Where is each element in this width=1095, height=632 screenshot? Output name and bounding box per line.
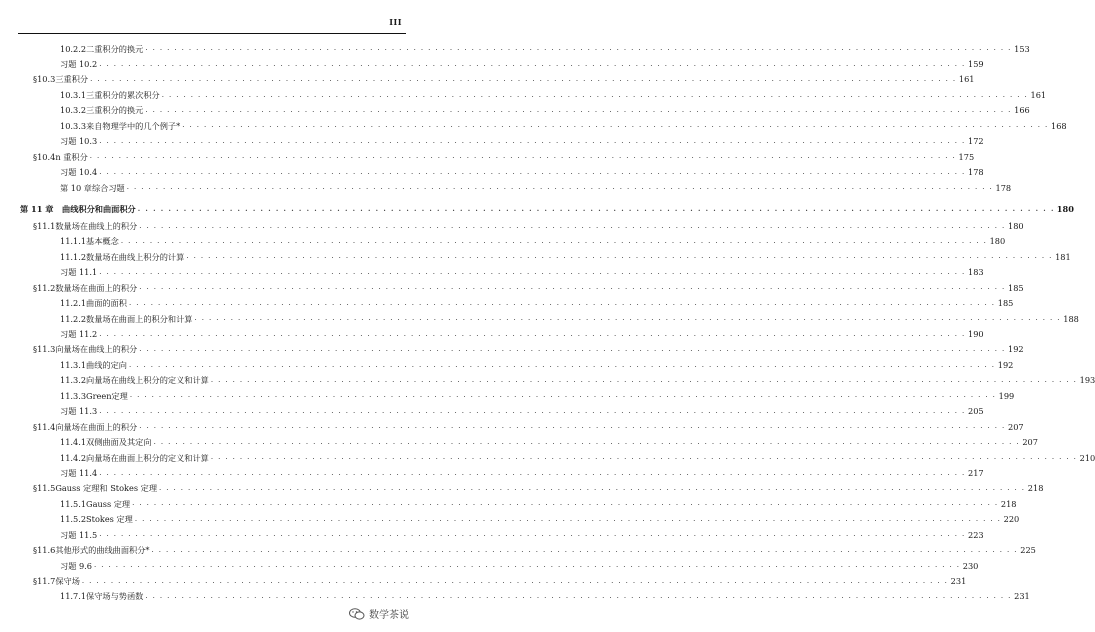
leader-dots: . . . . . . . . . . . . . . . . . . . . . . . . . . . . . . . . . . . . . . . . . . . . . . . . . . . . . . . . . . . . . . . . . . . . . . . . . . . . . . . . . . . . . . . . . . . . . . . . . . . . . . . . . . . . . . . . . . . . . . . . xyxy=(186,252,1053,261)
leader-dots: . . . . . . . . . . . . . . . . . . . . . . . . . . . . . . . . . . . . . . . . . . . . . . . . . . . . . . . . . . . . . . . . . . . . . . . . . . . . . . . . . . . . . . . . . . . . . . . . . . . . . . . . . . . . . . . . . . . . . . . . xyxy=(159,484,1026,493)
toc-entry-sub xyxy=(0,103,1030,118)
toc-entry-section xyxy=(0,573,967,588)
toc-entry-sub xyxy=(0,450,1095,465)
wechat-icon xyxy=(349,608,365,620)
toc-entry-page: 180 xyxy=(1056,203,1074,214)
toc-entry-number: 11.1.1 xyxy=(60,236,87,247)
toc-entry-number: §11.1 xyxy=(33,220,56,231)
toc-entry-page: 161 xyxy=(1030,89,1047,100)
toc-entry-section xyxy=(0,481,1044,496)
toc-entry-sub xyxy=(0,234,1006,249)
toc-entry-number: 11.5.2 xyxy=(60,514,87,525)
toc-entry-page: 183 xyxy=(967,267,984,278)
toc-entry-title: 基本概念 xyxy=(86,236,119,247)
toc-entry-title: 数量场在曲线上积分的计算 xyxy=(86,251,185,262)
leader-dots: . . . . . . . . . . . . . . . . . . . . . . . . . . . . . . . . . . . . . . . . . . . . . . . . . . . . . . . . . . . . . . . . . . . . . . . . . . . . . . . . . . . . . . . . . . . . . . . . . . . . . . . . . . . . . . . . . . . . . . . . xyxy=(139,422,1006,431)
table-of-contents xyxy=(0,41,1095,604)
toc-entry-page: 159 xyxy=(967,59,984,70)
toc-entry-page: 225 xyxy=(1020,545,1036,556)
toc-entry-sub xyxy=(0,589,1030,604)
toc-entry-page: 231 xyxy=(1014,591,1030,602)
toc-entry-page: 172 xyxy=(967,136,984,147)
leader-dots: . . . . . . . . . . . . . . . . . . . . . . . . . . . . . . . . . . . . . . . . . . . . . . . . . . . . . . . . . . . . . . . . . . . . . . . . . . . . . . . . . . . . . . . . . . . . . . . . . . . . . . . . . . . . . . . . . . . . . . . . xyxy=(194,314,1061,323)
leader-dots: . . . . . . . . . . . . . . . . . . . . . . . . . . . . . . . . . . . . . . . . . . . . . . . . . . . . . . . . . . . . . . . . . . . . . . . . . . . . . . . . . . . . . . . . . . . . . . . . . . . . . . . . . . . . . . . . . . . . . . . . xyxy=(94,561,961,570)
leader-dots: . . . . . . . . . . . . . . . . . . . . . . . . . . . . . . . . . . . . . . . . . . . . . . . . . . . . . . . . . . . . . . . . . . . . . . . . . . . . . . . . . . . . . . . . . . . . . . . . . . . . . . . . . . . . . . . . . . . . . . . . xyxy=(137,204,1055,214)
toc-entry-section xyxy=(0,419,1024,434)
toc-entry-number: 11.1.2 xyxy=(60,251,87,262)
toc-entry-section xyxy=(0,72,975,87)
toc-entry-number: 10.2.2 xyxy=(60,43,87,54)
leader-dots: . . . . . . . . . . . . . . . . . . . . . . . . . . . . . . . . . . . . . . . . . . . . . . . . . . . . . . . . . . . . . . . . . . . . . . . . . . . . . . . . . . . . . . . . . . . . . . . . . . . . . . . . . . . . . . . . . . . . . . . . xyxy=(182,121,1049,130)
leader-dots: . . . . . . . . . . . . . . . . . . . . . . . . . . . . . . . . . . . . . . . . . . . . . . . . . . . . . . . . . . . . . . . . . . . . . . . . . . . . . . . . . . . . . . . . . . . . . . . . . . . . . . . . . . . . . . . . . . . . . . . . xyxy=(139,221,1006,230)
toc-entry-page: 190 xyxy=(967,329,984,340)
toc-entry-page: 217 xyxy=(967,467,984,478)
toc-entry-page: 180 xyxy=(989,236,1006,247)
leader-dots: . . . . . . . . . . . . . . . . . . . . . . . . . . . . . . . . . . . . . . . . . . . . . . . . . . . . . . . . . . . . . . . . . . . . . . . . . . . . . . . . . . . . . . . . . . . . . . . . . . . . . . . . . . . . . . . . . . . . . . . . xyxy=(151,545,1018,554)
toc-entry-page: 178 xyxy=(995,182,1012,193)
toc-entry-number: §11.7 xyxy=(33,576,56,587)
toc-entry-title: 数量场在曲面上的积分 xyxy=(55,282,138,293)
toc-entry-sub xyxy=(0,249,1071,264)
toc-entry-sub xyxy=(0,435,1038,450)
toc-entry-exercise xyxy=(0,558,979,573)
toc-entry-page: 231 xyxy=(950,576,967,587)
toc-entry-title: 习题 11.3 xyxy=(60,406,98,417)
toc-entry-sub xyxy=(0,311,1079,326)
leader-dots: . . . . . . . . . . . . . . . . . . . . . . . . . . . . . . . . . . . . . . . . . . . . . . . . . . . . . . . . . . . . . . . . . . . . . . . . . . . . . . . . . . . . . . . . . . . . . . . . . . . . . . . . . . . . . . . . . . . . . . . . xyxy=(129,391,997,400)
toc-entry-number: §11.6 xyxy=(33,545,56,556)
toc-entry-page: 220 xyxy=(1003,514,1020,525)
toc-entry-number: §11.3 xyxy=(33,344,56,355)
toc-entry-sub xyxy=(0,512,1020,527)
toc-entry-sub xyxy=(0,41,1030,56)
toc-entry-title: 来自物理学中的几个例子* xyxy=(86,120,181,131)
toc-entry-exercise xyxy=(0,527,984,542)
toc-entry-number: 11.7.1 xyxy=(60,591,87,602)
toc-entry-page: 223 xyxy=(967,529,984,540)
leader-dots: . . . . . . . . . . . . . . . . . . . . . . . . . . . . . . . . . . . . . . . . . . . . . . . . . . . . . . . . . . . . . . . . . . . . . . . . . . . . . . . . . . . . . . . . . . . . . . . . . . . . . . . . . . . . . . . . . . . . . . . . xyxy=(145,592,1012,601)
leader-dots: . . . . . . . . . . . . . . . . . . . . . . . . . . . . . . . . . . . . . . . . . . . . . . . . . . . . . . . . . . . . . . . . . . . . . . . . . . . . . . . . . . . . . . . . . . . . . . . . . . . . . . . . . . . . . . . . . . . . . . . . xyxy=(210,375,1078,384)
toc-entry-title: 向量场在曲面上的积分 xyxy=(55,421,138,432)
toc-entry-exercise xyxy=(0,134,984,149)
leader-dots: . . . . . . . . . . . . . . . . . . . . . . . . . . . . . . . . . . . . . . . . . . . . . . . . . . . . . . . . . . . . . . . . . . . . . . . . . . . . . . . . . . . . . . . . . . . . . . . . . . . . . . . . . . . . . . . . . . . . . . . . xyxy=(81,576,949,585)
leader-dots: . . . . . . . . . . . . . . . . . . . . . . . . . . . . . . . . . . . . . . . . . . . . . . . . . . . . . . . . . . . . . . . . . . . . . . . . . . . . . . . . . . . . . . . . . . . . . . . . . . . . . . . . . . . . . . . . . . . . . . . . xyxy=(99,59,966,68)
toc-entry-sub xyxy=(0,388,1015,403)
toc-entry-exercise xyxy=(0,165,984,180)
toc-entry-title: 习题 11.4 xyxy=(60,467,98,478)
toc-entry-section xyxy=(0,342,1024,357)
toc-entry-number: §11.4 xyxy=(33,421,56,432)
toc-entry-page: 185 xyxy=(1007,282,1024,293)
toc-entry-sub xyxy=(0,118,1067,133)
leader-dots: . . . . . . . . . . . . . . . . . . . . . . . . . . . . . . . . . . . . . . . . . . . . . . . . . . . . . . . . . . . . . . . . . . . . . . . . . . . . . . . . . . . . . . . . . . . . . . . . . . . . . . . . . . . . . . . . . . . . . . . . xyxy=(99,406,966,415)
toc-entry-title: 向量场在曲面上积分的定义和计算 xyxy=(86,452,209,463)
leader-dots: . . . . . . . . . . . . . . . . . . . . . . . . . . . . . . . . . . . . . . . . . . . . . . . . . . . . . . . . . . . . . . . . . . . . . . . . . . . . . . . . . . . . . . . . . . . . . . . . . . . . . . . . . . . . . . . . . . . . . . . . xyxy=(210,453,1078,462)
toc-entry-section xyxy=(0,149,975,164)
toc-entry-number: 11.5.1 xyxy=(60,498,87,509)
toc-entry-title: Stokes 定理 xyxy=(86,514,133,525)
toc-entry-title: 习题 11.5 xyxy=(60,529,98,540)
toc-entry-exercise xyxy=(0,265,984,280)
toc-entry-number: 10.3.1 xyxy=(60,89,87,100)
toc-entry-exercise xyxy=(0,180,1012,195)
toc-entry-section xyxy=(0,543,1036,558)
toc-entry-section xyxy=(0,218,1024,233)
leader-dots: . . . . . . . . . . . . . . . . . . . . . . . . . . . . . . . . . . . . . . . . . . . . . . . . . . . . . . . . . . . . . . . . . . . . . . . . . . . . . . . . . . . . . . . . . . . . . . . . . . . . . . . . . . . . . . . . . . . . . . . . xyxy=(145,44,1012,53)
toc-entry-page: 192 xyxy=(1007,344,1024,355)
toc-entry-exercise xyxy=(0,404,984,419)
leader-dots: . . . . . . . . . . . . . . . . . . . . . . . . . . . . . . . . . . . . . . . . . . . . . . . . . . . . . . . . . . . . . . . . . . . . . . . . . . . . . . . . . . . . . . . . . . . . . . . . . . . . . . . . . . . . . . . . . . . . . . . . xyxy=(139,283,1006,292)
leader-dots: . . . . . . . . . . . . . . . . . . . . . . . . . . . . . . . . . . . . . . . . . . . . . . . . . . . . . . . . . . . . . . . . . . . . . . . . . . . . . . . . . . . . . . . . . . . . . . . . . . . . . . . . . . . . . . . . . . . . . . . . xyxy=(126,183,994,192)
toc-entry-title: 曲线积分和曲面积分 xyxy=(62,203,136,214)
header-rule xyxy=(18,33,406,34)
toc-entry-title: 三重积分 xyxy=(55,74,89,85)
toc-entry-title: 其他形式的曲线曲面积分* xyxy=(55,545,150,556)
leader-dots: . . . . . . . . . . . . . . . . . . . . . . . . . . . . . . . . . . . . . . . . . . . . . . . . . . . . . . . . . . . . . . . . . . . . . . . . . . . . . . . . . . . . . . . . . . . . . . . . . . . . . . . . . . . . . . . . . . . . . . . . xyxy=(129,360,996,369)
toc-entry-title: 习题 11.1 xyxy=(60,267,98,278)
toc-entry-number: 11.4.1 xyxy=(60,437,87,448)
toc-entry-title: 向量场在曲线上的积分 xyxy=(55,344,138,355)
toc-entry-exercise xyxy=(0,326,984,341)
toc-entry-title: 第 10 章综合习题 xyxy=(60,182,125,193)
toc-entry-page: 188 xyxy=(1063,313,1079,324)
toc-entry-page: 207 xyxy=(1007,421,1024,432)
toc-entry-page: 185 xyxy=(997,298,1014,309)
toc-entry-section xyxy=(0,280,1024,295)
leader-dots: . . . . . . . . . . . . . . . . . . . . . . . . . . . . . . . . . . . . . . . . . . . . . . . . . . . . . . . . . . . . . . . . . . . . . . . . . . . . . . . . . . . . . . . . . . . . . . . . . . . . . . . . . . . . . . . . . . . . . . . . xyxy=(89,152,957,161)
toc-entry-title: 保守场与势函数 xyxy=(86,591,144,602)
toc-entry-number: §11.5 xyxy=(33,483,56,494)
toc-entry-chapter xyxy=(0,195,1074,218)
toc-entry-title: Gauss 定理 xyxy=(86,498,131,509)
toc-entry-title: n 重积分 xyxy=(55,151,88,162)
toc-entry-number: 10.3.2 xyxy=(60,105,87,116)
toc-entry-exercise xyxy=(0,465,984,480)
toc-entry-page: 218 xyxy=(1027,483,1044,494)
toc-entry-number: §10.3 xyxy=(33,74,56,85)
toc-entry-title: 习题 9.6 xyxy=(60,560,92,571)
toc-entry-sub xyxy=(0,357,1014,372)
toc-entry-sub xyxy=(0,373,1095,388)
toc-entry-title: 保守场 xyxy=(55,576,80,587)
toc-entry-number: 11.3.3 xyxy=(60,390,87,401)
leader-dots: . . . . . . . . . . . . . . . . . . . . . . . . . . . . . . . . . . . . . . . . . . . . . . . . . . . . . . . . . . . . . . . . . . . . . . . . . . . . . . . . . . . . . . . . . . . . . . . . . . . . . . . . . . . . . . . . . . . . . . . . xyxy=(90,75,957,84)
toc-entry-page: 175 xyxy=(958,151,975,162)
leader-dots: . . . . . . . . . . . . . . . . . . . . . . . . . . . . . . . . . . . . . . . . . . . . . . . . . . . . . . . . . . . . . . . . . . . . . . . . . . . . . . . . . . . . . . . . . . . . . . . . . . . . . . . . . . . . . . . . . . . . . . . . xyxy=(134,514,1002,523)
toc-entry-page: 153 xyxy=(1014,43,1030,54)
toc-entry-title: 曲面的面积 xyxy=(86,298,127,309)
toc-entry-number: 11.3.1 xyxy=(60,359,87,370)
toc-entry-number: §10.4 xyxy=(33,151,56,162)
toc-entry-sub xyxy=(0,87,1047,102)
toc-entry-page: 192 xyxy=(997,359,1014,370)
toc-entry-title: 数量场在曲线上的积分 xyxy=(55,220,138,231)
toc-entry-page: 199 xyxy=(998,390,1015,401)
toc-entry-page: 207 xyxy=(1022,437,1038,448)
toc-entry-page: 193 xyxy=(1079,375,1095,386)
toc-entry-title: 习题 11.2 xyxy=(60,329,98,340)
toc-entry-exercise xyxy=(0,56,984,71)
toc-entry-page: 180 xyxy=(1007,220,1024,231)
toc-entry-page: 168 xyxy=(1050,120,1067,131)
toc-entry-number: 第 11 章 xyxy=(20,203,54,214)
toc-entry-number: §11.2 xyxy=(33,282,56,293)
toc-entry-title: 曲线的定向 xyxy=(86,359,127,370)
watermark-text: 数学茶说 xyxy=(369,610,409,621)
leader-dots: . . . . . . . . . . . . . . . . . . . . . . . . . . . . . . . . . . . . . . . . . . . . . . . . . . . . . . . . . . . . . . . . . . . . . . . . . . . . . . . . . . . . . . . . . . . . . . . . . . . . . . . . . . . . . . . . . . . . . . . . xyxy=(161,90,1029,99)
toc-entry-title: 习题 10.3 xyxy=(60,136,98,147)
watermark xyxy=(346,605,412,622)
toc-entry-number: 11.4.2 xyxy=(60,452,87,463)
toc-entry-number: 11.2.1 xyxy=(60,298,87,309)
leader-dots: . . . . . . . . . . . . . . . . . . . . . . . . . . . . . . . . . . . . . . . . . . . . . . . . . . . . . . . . . . . . . . . . . . . . . . . . . . . . . . . . . . . . . . . . . . . . . . . . . . . . . . . . . . . . . . . . . . . . . . . . xyxy=(99,136,966,145)
leader-dots: . . . . . . . . . . . . . . . . . . . . . . . . . . . . . . . . . . . . . . . . . . . . . . . . . . . . . . . . . . . . . . . . . . . . . . . . . . . . . . . . . . . . . . . . . . . . . . . . . . . . . . . . . . . . . . . . . . . . . . . . xyxy=(132,499,999,508)
leader-dots: . . . . . . . . . . . . . . . . . . . . . . . . . . . . . . . . . . . . . . . . . . . . . . . . . . . . . . . . . . . . . . . . . . . . . . . . . . . . . . . . . . . . . . . . . . . . . . . . . . . . . . . . . . . . . . . . . . . . . . . . xyxy=(99,167,966,176)
toc-entry-page: 205 xyxy=(967,406,984,417)
toc-entry-sub xyxy=(0,296,1014,311)
toc-entry-title: 向量场在曲线上积分的定义和计算 xyxy=(86,375,209,386)
toc-entry-title: Gauss 定理和 Stokes 定理 xyxy=(55,483,158,494)
toc-entry-title: 二重积分的换元 xyxy=(86,43,144,54)
toc-entry-page: 210 xyxy=(1079,452,1095,463)
toc-entry-page: 218 xyxy=(1000,498,1017,509)
toc-entry-page: 178 xyxy=(967,167,984,178)
leader-dots: . . . . . . . . . . . . . . . . . . . . . . . . . . . . . . . . . . . . . . . . . . . . . . . . . . . . . . . . . . . . . . . . . . . . . . . . . . . . . . . . . . . . . . . . . . . . . . . . . . . . . . . . . . . . . . . . . . . . . . . . xyxy=(99,468,966,477)
leader-dots: . . . . . . . . . . . . . . . . . . . . . . . . . . . . . . . . . . . . . . . . . . . . . . . . . . . . . . . . . . . . . . . . . . . . . . . . . . . . . . . . . . . . . . . . . . . . . . . . . . . . . . . . . . . . . . . . . . . . . . . . xyxy=(99,267,966,276)
toc-entry-page: 181 xyxy=(1055,251,1071,262)
toc-entry-title: 数量场在曲面上的积分和计算 xyxy=(86,313,193,324)
leader-dots: . . . . . . . . . . . . . . . . . . . . . . . . . . . . . . . . . . . . . . . . . . . . . . . . . . . . . . . . . . . . . . . . . . . . . . . . . . . . . . . . . . . . . . . . . . . . . . . . . . . . . . . . . . . . . . . . . . . . . . . . xyxy=(139,345,1006,354)
toc-entry-number: 10.3.3 xyxy=(60,120,87,131)
page-number: III xyxy=(389,17,402,27)
toc-entry-title: 双侧曲面及其定向 xyxy=(86,437,152,448)
toc-entry-title: 三重积分的换元 xyxy=(86,105,144,116)
toc-entry-title: 习题 10.2 xyxy=(60,59,98,70)
toc-entry-sub xyxy=(0,496,1017,511)
toc-entry-page: 161 xyxy=(958,74,975,85)
leader-dots: . . . . . . . . . . . . . . . . . . . . . . . . . . . . . . . . . . . . . . . . . . . . . . . . . . . . . . . . . . . . . . . . . . . . . . . . . . . . . . . . . . . . . . . . . . . . . . . . . . . . . . . . . . . . . . . . . . . . . . . . xyxy=(145,105,1012,114)
leader-dots: . . . . . . . . . . . . . . . . . . . . . . . . . . . . . . . . . . . . . . . . . . . . . . . . . . . . . . . . . . . . . . . . . . . . . . . . . . . . . . . . . . . . . . . . . . . . . . . . . . . . . . . . . . . . . . . . . . . . . . . . xyxy=(153,437,1020,446)
leader-dots: . . . . . . . . . . . . . . . . . . . . . . . . . . . . . . . . . . . . . . . . . . . . . . . . . . . . . . . . . . . . . . . . . . . . . . . . . . . . . . . . . . . . . . . . . . . . . . . . . . . . . . . . . . . . . . . . . . . . . . . . xyxy=(99,530,966,539)
leader-dots: . . . . . . . . . . . . . . . . . . . . . . . . . . . . . . . . . . . . . . . . . . . . . . . . . . . . . . . . . . . . . . . . . . . . . . . . . . . . . . . . . . . . . . . . . . . . . . . . . . . . . . . . . . . . . . . . . . . . . . . . xyxy=(99,329,966,338)
toc-entry-title: Green定理 xyxy=(86,390,128,401)
toc-entry-page: 166 xyxy=(1014,105,1030,116)
leader-dots: . . . . . . . . . . . . . . . . . . . . . . . . . . . . . . . . . . . . . . . . . . . . . . . . . . . . . . . . . . . . . . . . . . . . . . . . . . . . . . . . . . . . . . . . . . . . . . . . . . . . . . . . . . . . . . . . . . . . . . . . xyxy=(120,237,988,246)
toc-entry-title: 三重积分的累次积分 xyxy=(86,89,160,100)
toc-entry-page: 230 xyxy=(962,560,979,571)
toc-entry-number: 11.3.2 xyxy=(60,375,87,386)
toc-entry-number: 11.2.2 xyxy=(60,313,87,324)
leader-dots: . . . . . . . . . . . . . . . . . . . . . . . . . . . . . . . . . . . . . . . . . . . . . . . . . . . . . . . . . . . . . . . . . . . . . . . . . . . . . . . . . . . . . . . . . . . . . . . . . . . . . . . . . . . . . . . . . . . . . . . . xyxy=(129,298,996,307)
toc-entry-title: 习题 10.4 xyxy=(60,167,98,178)
